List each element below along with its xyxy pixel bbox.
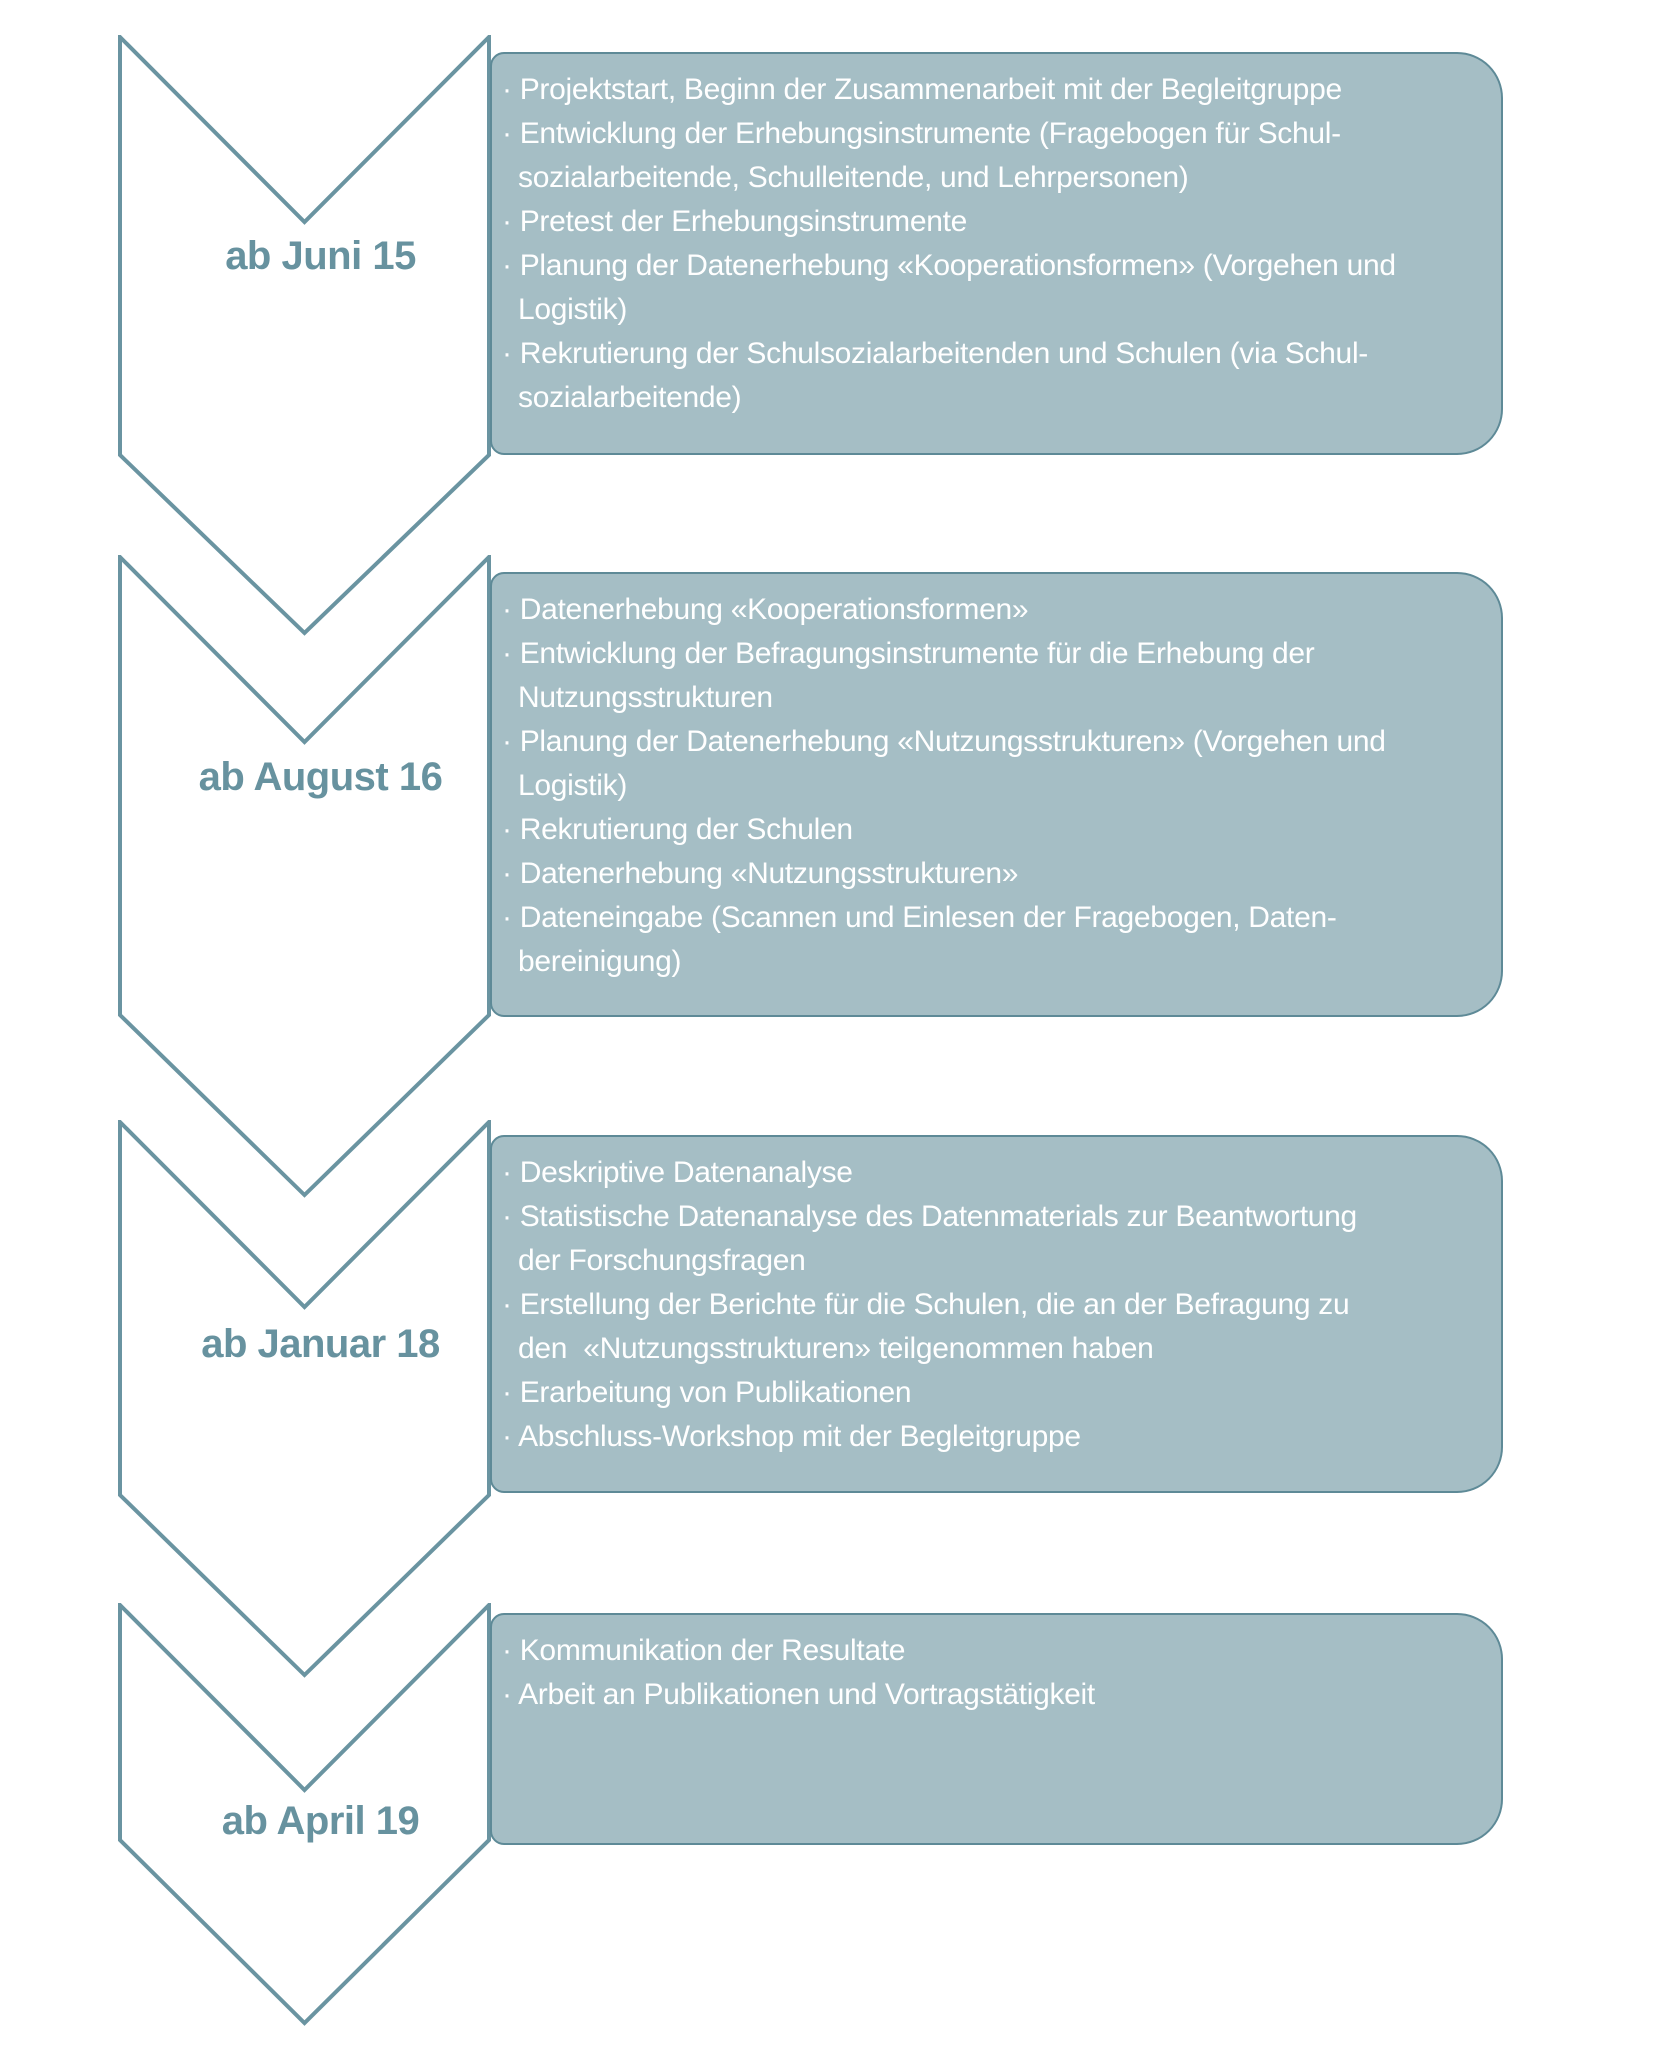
timeline-stage-2 xyxy=(0,555,1658,1199)
stage-date-label-2: ab August 16 xyxy=(198,755,443,799)
activity-line: · Statistische Datenanalyse des Datenmaterials zur Beantwortung xyxy=(502,1200,1357,1233)
activity-line: · Erstellung der Berichte für die Schulen, die an der Befragung zu xyxy=(502,1288,1350,1321)
activity-line: · Projektstart, Beginn der Zusammenarbeit mit der Begleitgruppe xyxy=(502,73,1342,106)
activity-box-3 xyxy=(490,1135,1503,1493)
activity-line: bereinigung) xyxy=(518,945,682,978)
timeline-stage-1 xyxy=(0,35,1658,637)
chevron-down-arrow-icon xyxy=(118,35,491,637)
activity-box-4 xyxy=(490,1613,1503,1845)
activity-line: Logistik) xyxy=(518,769,628,802)
activity-line: · Deskriptive Datenanalyse xyxy=(502,1156,853,1189)
activity-line: · Dateneingabe (Scannen und Einlesen der Fragebogen, Daten- xyxy=(502,901,1337,934)
stage-date-label-3: ab Januar 18 xyxy=(201,1322,440,1366)
activity-line: · Datenerhebung «Kooperationsformen» xyxy=(502,593,1029,626)
activity-box-2 xyxy=(490,572,1503,1017)
activity-line: · Planung der Datenerhebung «Kooperationsformen» (Vorgehen und xyxy=(502,249,1396,282)
activity-line: Nutzungsstrukturen xyxy=(518,681,773,714)
stage-date-label-4: ab April 19 xyxy=(221,1799,420,1843)
activity-line: · Abschluss-Workshop mit der Begleitgruppe xyxy=(502,1420,1081,1453)
activity-line: · Planung der Datenerhebung «Nutzungsstrukturen» (Vorgehen und xyxy=(502,725,1386,758)
activity-line: · Rekrutierung der Schulsozialarbeitenden und Schulen (via Schul- xyxy=(502,337,1368,370)
activity-line: · Rekrutierung der Schulen xyxy=(502,813,853,846)
chevron-down-arrow-icon xyxy=(118,1120,491,1679)
timeline-stage-3 xyxy=(0,1120,1658,1679)
activity-line: · Arbeit an Publikationen und Vortragstätigkeit xyxy=(502,1678,1095,1711)
activity-line: sozialarbeitende) xyxy=(518,381,742,414)
timeline-stage-4 xyxy=(0,1603,1658,2027)
activity-line: · Entwicklung der Erhebungsinstrumente (Fragebogen für Schul- xyxy=(502,117,1341,150)
chevron-down-arrow-icon xyxy=(118,555,491,1199)
activity-line: · Kommunikation der Resultate xyxy=(502,1634,906,1667)
activity-line: · Datenerhebung «Nutzungsstrukturen» xyxy=(502,857,1019,890)
activity-line: · Erarbeitung von Publikationen xyxy=(502,1376,912,1409)
activity-box-1 xyxy=(490,52,1503,455)
activity-line: den «Nutzungsstrukturen» teilgenommen haben xyxy=(518,1332,1154,1365)
stage-date-label-1: ab Juni 15 xyxy=(225,234,416,278)
activity-line: · Pretest der Erhebungsinstrumente xyxy=(502,205,968,238)
activity-line: Logistik) xyxy=(518,293,628,326)
activity-line: · Entwicklung der Befragungsinstrumente für die Erhebung der xyxy=(502,637,1315,670)
activity-line: der Forschungsfragen xyxy=(518,1244,806,1277)
activity-line: sozialarbeitende, Schulleitende, und Lehrpersonen) xyxy=(518,161,1189,194)
